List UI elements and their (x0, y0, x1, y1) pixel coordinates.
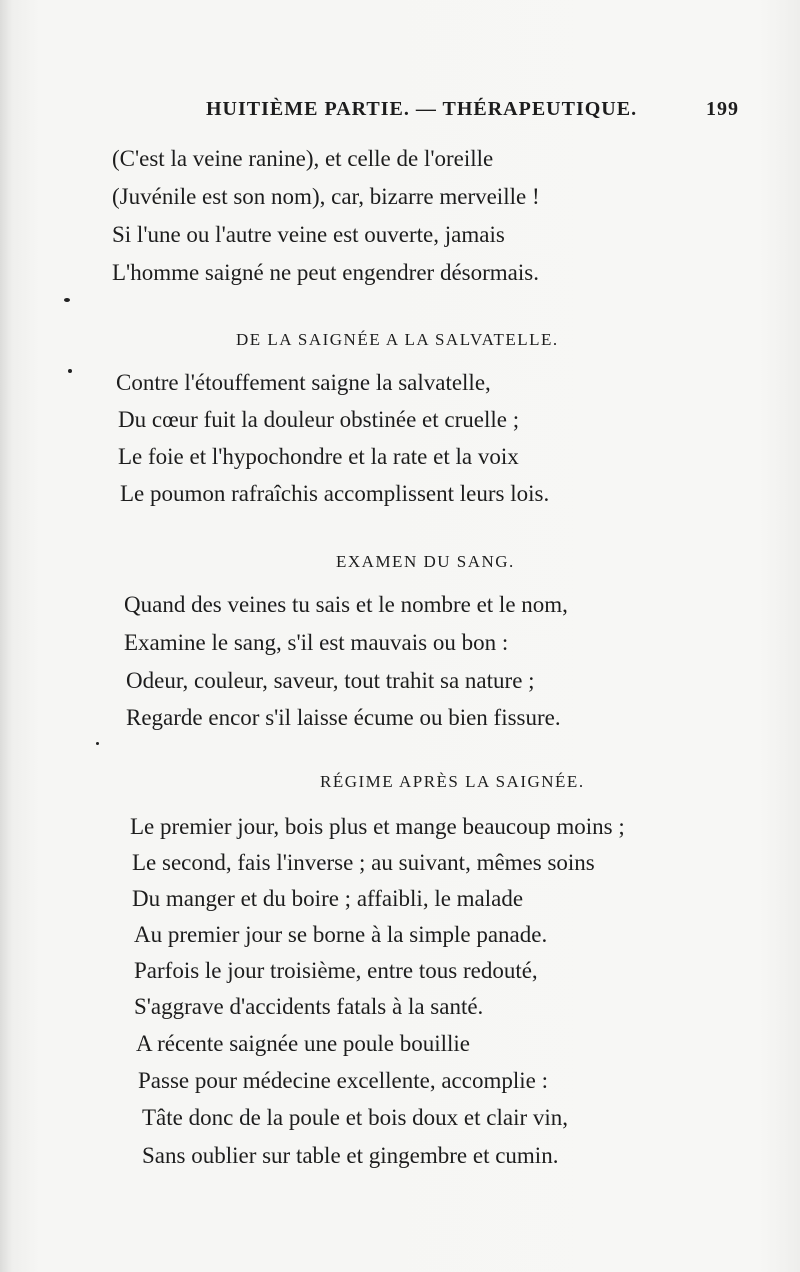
verse-line: Le foie et l'hypochondre et la rate et la voix (118, 444, 519, 469)
verse-line: Tâte donc de la poule et bois doux et clair vin, (142, 1105, 569, 1130)
verse-line: Examine le sang, s'il est mauvais ou bon : (124, 630, 509, 655)
verse-line: Du cœur fuit la douleur obstinée et cruelle ; (118, 407, 520, 432)
ink-speck (68, 369, 72, 373)
ink-speck (96, 742, 99, 745)
verse-line: (Juvénile est son nom), car, bizarre merveille ! (112, 184, 540, 209)
running-header (200, 98, 760, 128)
running-title: HUITIÈME PARTIE. — THÉRAPEUTIQUE. (206, 98, 638, 120)
verse-line: Le poumon rafraîchis accomplissent leurs lois. (120, 481, 550, 506)
ink-speck (64, 298, 70, 302)
verse-line: Sans oublier sur table et gingembre et cumin. (142, 1143, 559, 1168)
verse-line: Du manger et du boire ; affaibli, le malade (132, 886, 524, 911)
verse-line: A récente saignée une poule bouillie (136, 1031, 471, 1056)
page-number: 199 (706, 98, 739, 120)
verse-line: Contre l'étouffement saigne la salvatelle, (116, 370, 491, 395)
verse-line: Le premier jour, bois plus et mange beaucoup moins ; (130, 814, 625, 839)
verse-line: Si l'une ou l'autre veine est ouverte, jamais (112, 222, 505, 247)
verse-line: Odeur, couleur, saveur, tout trahit sa nature ; (126, 668, 535, 693)
verse-line: Passe pour médecine excellente, accomplie : (138, 1068, 548, 1093)
verse-line: S'aggrave d'accidents fatals à la santé. (134, 994, 484, 1019)
verse-line: L'homme saigné ne peut engendrer désormais. (112, 260, 539, 285)
verse-line: Au premier jour se borne à la simple panade. (134, 922, 548, 947)
section-heading: DE LA SAIGNÉE A LA SALVATELLE. (236, 330, 559, 349)
verse-line: Quand des veines tu sais et le nombre et le nom, (124, 592, 568, 617)
verse-line: Le second, fais l'inverse ; au suivant, mêmes soins (132, 850, 595, 875)
verse-line: Parfois le jour troisième, entre tous redouté, (134, 958, 538, 983)
section-heading: EXAMEN DU SANG. (336, 552, 515, 571)
section-heading: RÉGIME APRÈS LA SAIGNÉE. (320, 772, 585, 791)
verse-line: Regarde encor s'il laisse écume ou bien fissure. (126, 705, 561, 730)
verse-line: (C'est la veine ranine), et celle de l'oreille (112, 146, 494, 171)
